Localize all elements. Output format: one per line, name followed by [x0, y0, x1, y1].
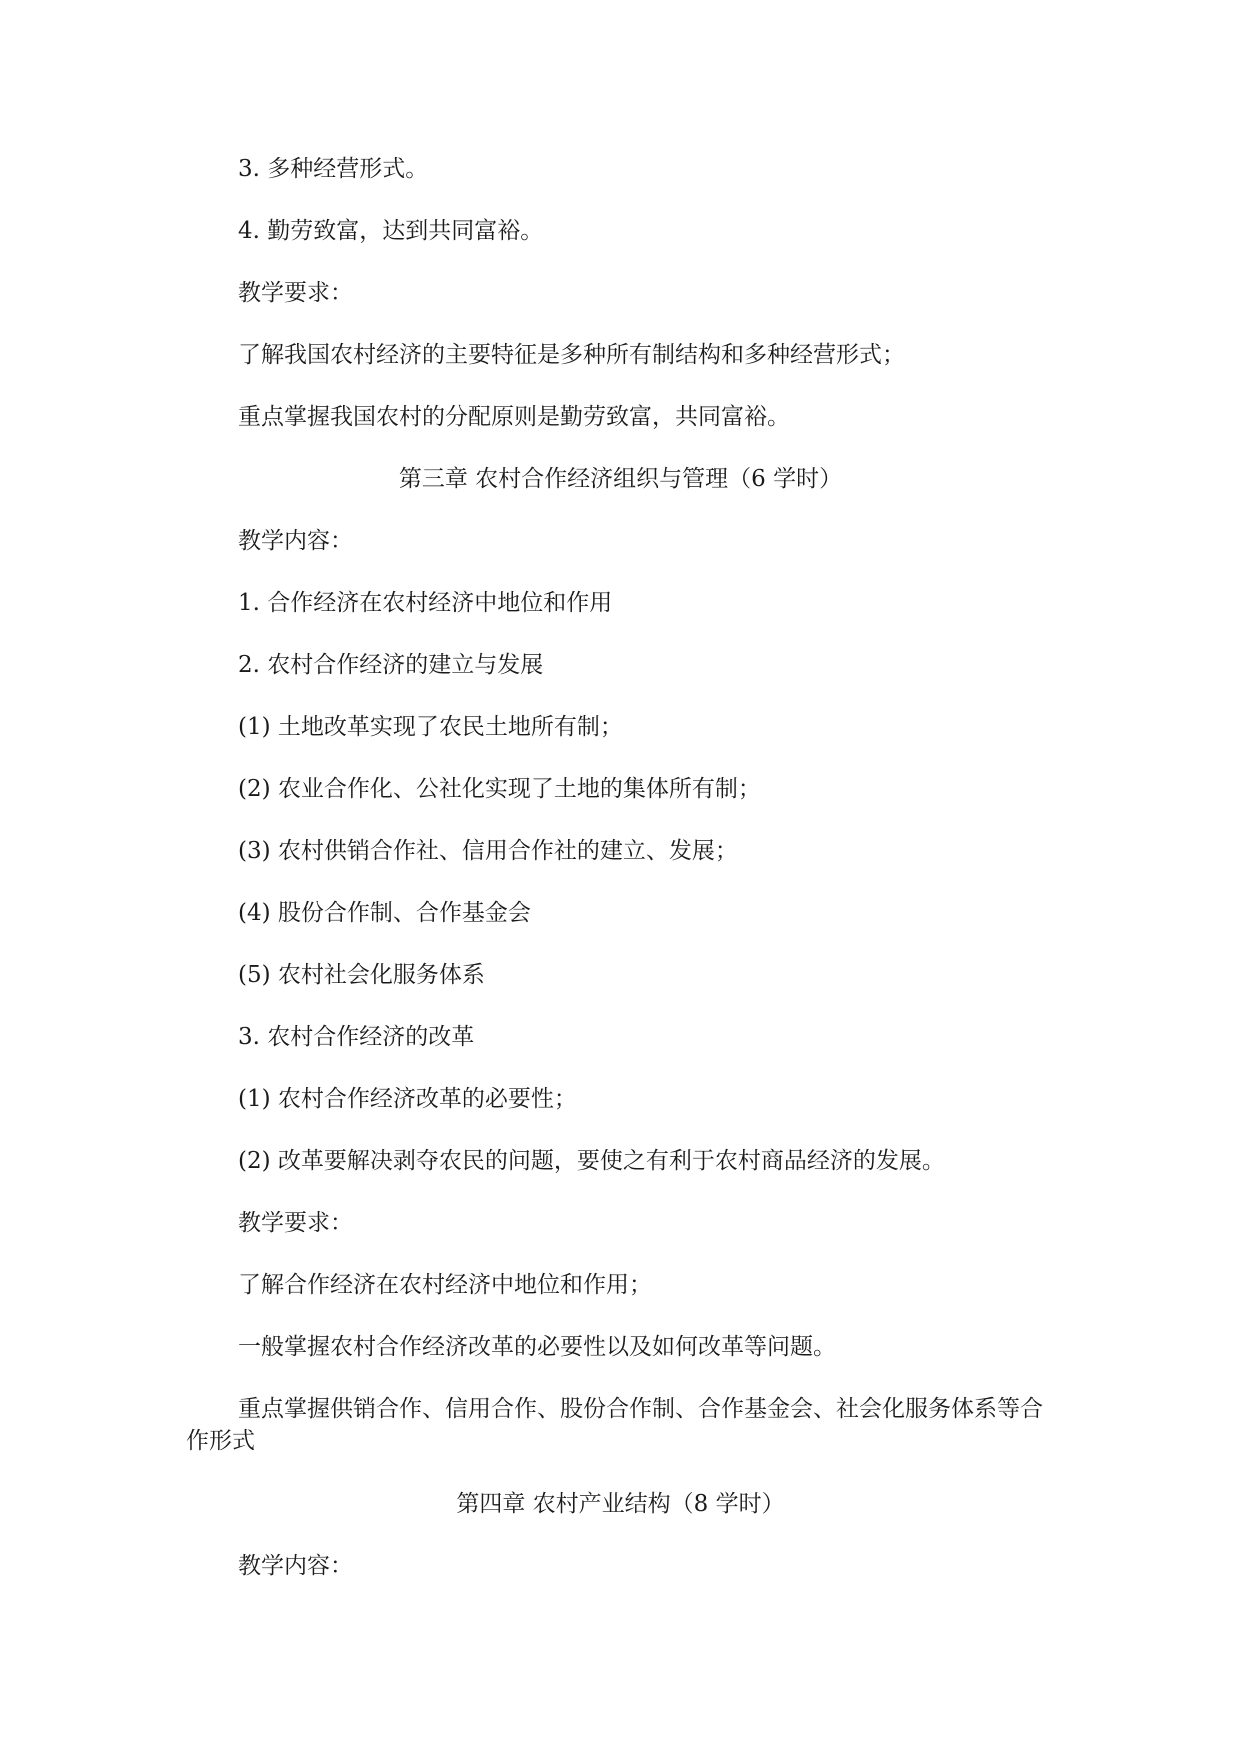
list-item: (1) 土地改革实现了农民土地所有制； [238, 714, 623, 740]
list-item: (5) 农村社会化服务体系 [238, 962, 485, 988]
list-item: (4) 股份合作制、合作基金会 [238, 900, 531, 926]
paragraph: 重点掌握我国农村的分配原则是勤劳致富，共同富裕。 [238, 404, 790, 430]
paragraph: 了解合作经济在农村经济中地位和作用； [238, 1272, 652, 1298]
section-label: 教学内容： [238, 528, 353, 554]
list-item: (1) 农村合作经济改革的必要性； [238, 1086, 577, 1112]
chapter-heading: 第三章 农村合作经济组织与管理（6 学时） [398, 466, 843, 492]
list-item: (3) 农村供销合作社、信用合作社的建立、发展； [238, 838, 738, 864]
list-item: 2. 农村合作经济的建立与发展 [238, 652, 544, 678]
chapter-heading: 第四章 农村产业结构（8 学时） [456, 1491, 785, 1517]
list-item: 3. 农村合作经济的改革 [238, 1024, 475, 1050]
list-item: 3. 多种经营形式。 [238, 156, 429, 182]
list-item: (2) 改革要解决剥夺农民的问题，要使之有利于农村商品经济的发展。 [238, 1148, 945, 1174]
section-label: 教学内容： [238, 1553, 353, 1579]
paragraph: 了解我国农村经济的主要特征是多种所有制结构和多种经营形式； [238, 342, 905, 368]
list-item: 4. 勤劳致富，达到共同富裕。 [238, 218, 544, 244]
list-item: (2) 农业合作化、公社化实现了土地的集体所有制； [238, 776, 761, 802]
section-label: 教学要求： [238, 1210, 353, 1236]
list-item: 1. 合作经济在农村经济中地位和作用 [238, 590, 613, 616]
section-label: 教学要求： [238, 280, 353, 306]
paragraph: 一般掌握农村合作经济改革的必要性以及如何改革等问题。 [238, 1334, 836, 1360]
paragraph: 重点掌握供销合作、信用合作、股份合作制、合作基金会、社会化服务体系等合作形式 [186, 1396, 1043, 1454]
